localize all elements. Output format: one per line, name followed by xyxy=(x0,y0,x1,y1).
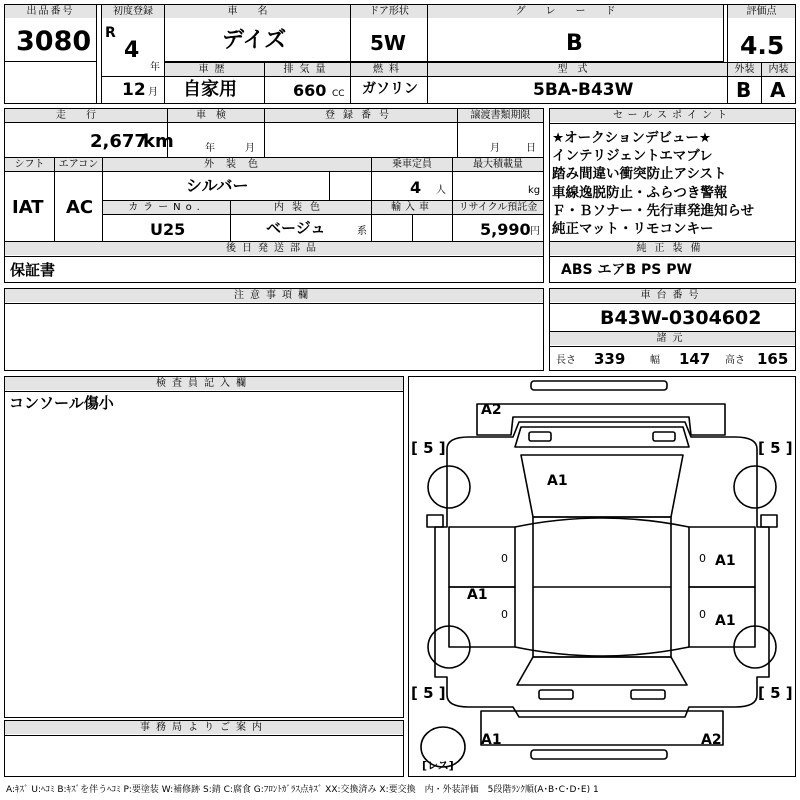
specs-label: 諸元 xyxy=(550,332,795,345)
width: 147 xyxy=(679,350,711,368)
mark-hood: A1 xyxy=(547,473,568,489)
history: 自家用 xyxy=(183,79,237,100)
door-label: ドア形状 xyxy=(351,5,427,18)
inspection-month-unit: 月 xyxy=(245,143,255,154)
interior-color-label: 内装色 xyxy=(231,201,371,214)
inspector-label: 検査員記入欄 xyxy=(5,377,403,390)
sales-point-item: Ｆ・Ｂソナー・先行車発進知らせ xyxy=(552,202,755,219)
lot-number: 3080 xyxy=(16,26,92,57)
month-unit: 月 xyxy=(148,87,158,98)
score-label: 評価点 xyxy=(728,5,795,18)
chassis-label: 車台番号 xyxy=(550,289,795,302)
sales-point-item: インテリジェントエマブレ xyxy=(552,148,713,165)
tire-front-right: [ 5 ] xyxy=(758,439,793,457)
lot-lower-cell xyxy=(4,61,97,104)
load-unit: kg xyxy=(528,185,541,196)
inspector-comment: コンソール傷小 xyxy=(9,394,114,412)
mileage-label: 走行 xyxy=(5,109,167,122)
load-label: 最大積載量 xyxy=(453,158,543,171)
displacement: 660 xyxy=(293,81,327,100)
grade-label: グレード xyxy=(428,5,723,18)
tire-rear-left: [ 5 ] xyxy=(411,684,446,702)
reg-month: 12 xyxy=(122,80,146,100)
color-no: U25 xyxy=(150,220,186,239)
exterior-grade: B xyxy=(736,78,752,102)
tire-zero-left-front: 0 xyxy=(501,552,508,565)
interior-color-unit: 系 xyxy=(357,226,367,237)
notes-label: 注意事項欄 xyxy=(5,289,543,302)
tire-zero-right-rear: 0 xyxy=(699,608,706,621)
exterior-label: 外装 xyxy=(728,63,761,76)
mark-right-front-door: A1 xyxy=(715,553,736,569)
sales-point-item: ★オークションデビュー★ xyxy=(552,130,711,146)
tire-zero-right-front: 0 xyxy=(699,552,706,565)
aircon-label: エアコン xyxy=(55,158,102,171)
transfer-day-unit: 日 xyxy=(526,143,536,154)
mark-left-front-door: A1 xyxy=(467,587,488,603)
length: 339 xyxy=(594,350,626,368)
car-diagram xyxy=(408,376,796,777)
later-parts: 保証書 xyxy=(10,261,56,279)
width-label: 幅 xyxy=(650,355,660,366)
color-label: 外装色 xyxy=(103,158,371,171)
shift-label: シフト xyxy=(5,158,54,171)
equipment: ABS エアB PS PW xyxy=(561,262,692,278)
sales-point-item: 車線逸脱防止・ふらつき警報 xyxy=(552,184,728,201)
recycle-unit: 円 xyxy=(530,226,540,237)
era: R xyxy=(105,25,116,41)
tire-rear-right: [ 5 ] xyxy=(758,684,793,702)
mileage: 2,677 xyxy=(90,131,147,152)
mark-front-bumper: A2 xyxy=(481,402,502,418)
car-diagram-drawing xyxy=(409,377,795,776)
seats: 4 xyxy=(410,178,422,197)
car-name: デイズ xyxy=(222,28,287,53)
model-label: 型式 xyxy=(428,63,727,76)
inspector-section xyxy=(4,376,404,718)
interior-label: 内装 xyxy=(762,63,795,76)
reg-year: 4 xyxy=(124,38,140,63)
displacement-unit: CC xyxy=(332,89,345,99)
fuel-label: 燃料 xyxy=(351,63,427,76)
aircon: AC xyxy=(66,197,94,218)
seats-unit: 人 xyxy=(436,185,446,196)
color: シルバー xyxy=(186,176,249,195)
color-no-label: カラーNo. xyxy=(103,201,230,214)
import-label: 輸入車 xyxy=(372,201,452,214)
height-label: 高さ xyxy=(725,355,745,366)
inspection-label: 車検 xyxy=(168,109,264,122)
model: 5BA-B43W xyxy=(533,80,634,100)
transfer-label: 譲渡書類期限 xyxy=(458,109,543,122)
sales-points-list xyxy=(552,129,754,238)
mark-rear-right: A2 xyxy=(701,732,722,748)
sales-point-item: 踏み間違い衝突防止アシスト xyxy=(552,166,727,183)
chassis-number: B43W-0304602 xyxy=(600,307,762,329)
shift: IAT xyxy=(12,197,44,218)
mark-right-rear-door: A1 xyxy=(715,613,736,629)
spare-tire-label: [レス] xyxy=(422,759,454,772)
sales-point-item: 純正マット・リモコンキー xyxy=(552,221,714,238)
interior-color: ベージュ xyxy=(266,219,326,237)
seats-label: 乗車定員 xyxy=(372,158,452,171)
interior-grade: A xyxy=(770,78,786,102)
later-parts-label: 後日発送部品 xyxy=(5,242,543,255)
door-type: 5W xyxy=(370,31,406,55)
first-reg-label: 初度登録 xyxy=(102,5,164,18)
lot-label: 出品番号 xyxy=(5,5,96,18)
mark-rear-left: A1 xyxy=(481,732,502,748)
legend-footer: A:ｷｽﾞ U:ﾍｺﾐ B:ｷｽﾞを伴うﾍｺﾐ P:要塗装 W:補修跡 S:錆 C:腐食 G:ﾌﾛﾝﾄｶﾞﾗｽ点ｷｽﾞ XX:交換済み X:要交換 内・外装評価 5段階ﾗﾝｸ順(A･B･C･D･E) 1 xyxy=(6,785,599,795)
recycle-label: リサイクル預託金 xyxy=(453,201,543,214)
fuel: ガソリン xyxy=(362,81,418,97)
equipment-label: 純正装備 xyxy=(550,242,795,255)
recycle: 5,990 xyxy=(480,220,531,239)
displacement-label: 排気量 xyxy=(265,63,350,76)
inspection-year-unit: 年 xyxy=(205,143,215,154)
car-name-label: 車名 xyxy=(165,5,350,18)
tire-front-left: [ 5 ] xyxy=(411,439,446,457)
transfer-month-unit: 月 xyxy=(490,143,500,154)
office-label: 事務局よりご案内 xyxy=(5,721,403,734)
score: 4.5 xyxy=(740,31,785,60)
tire-zero-left-rear: 0 xyxy=(501,608,508,621)
mileage-unit: km xyxy=(143,131,174,152)
length-label: 長さ xyxy=(556,355,576,366)
history-label: 車歴 xyxy=(165,63,264,76)
year-unit: 年 xyxy=(150,62,160,73)
registration-label: 登録番号 xyxy=(265,109,457,122)
height: 165 xyxy=(757,350,789,368)
sales-points-label: セールスポイント xyxy=(550,109,795,122)
grade: B xyxy=(566,31,583,56)
